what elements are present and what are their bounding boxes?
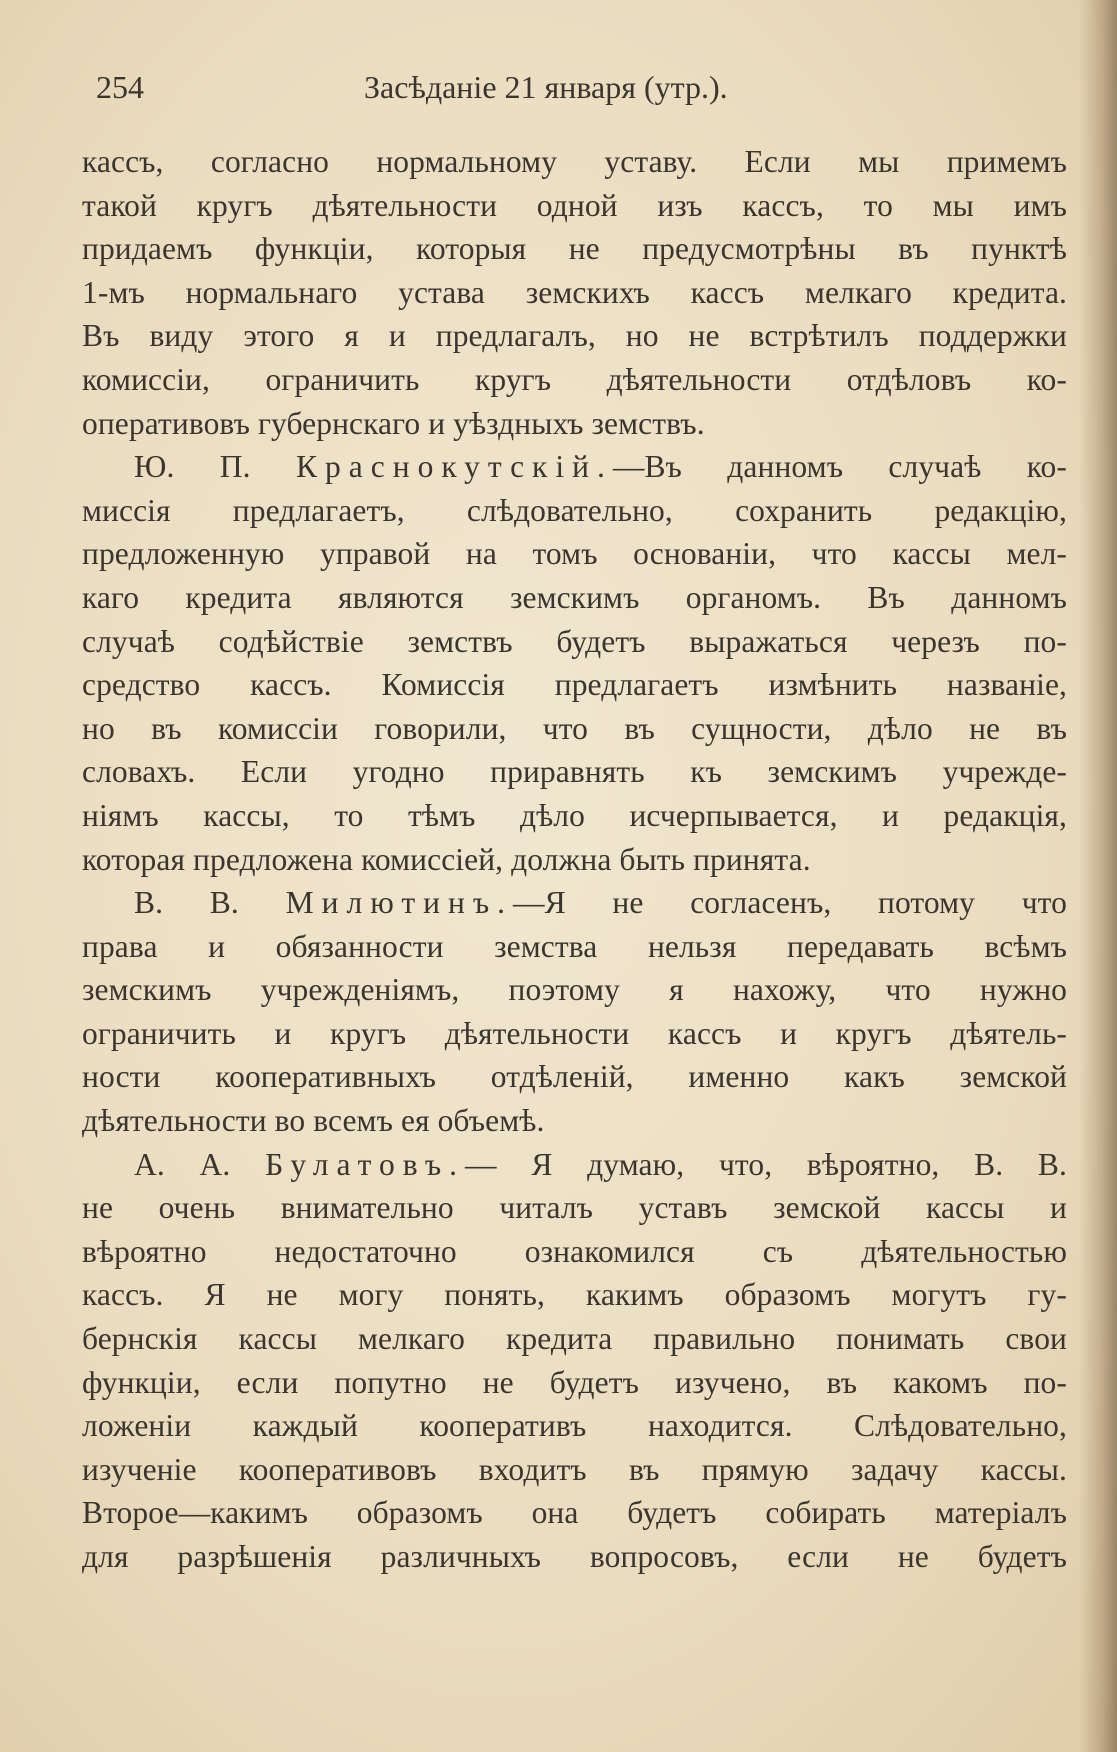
speaker-initials: А. А. xyxy=(134,1146,231,1182)
text-line: земскимъ учрежденіямъ, поэтому я нахожу, что нужно xyxy=(82,972,1067,1008)
text-line: ложеніи каждый кооперативъ находится. Слѣдовательно, xyxy=(82,1408,1067,1444)
speaker-initials: Ю. П. xyxy=(134,449,251,485)
running-title: Засѣданіе 21 января (утр.). xyxy=(364,69,728,105)
speaker-name: Милютинъ. xyxy=(285,885,513,921)
paragraph-2 xyxy=(82,445,1067,881)
text-line: средство кассъ. Комиссія предлагаетъ измѣнить названіе, xyxy=(82,667,1067,703)
text-line: придаемъ функціи, которыя не предусмотрѣны въ пунктѣ xyxy=(82,231,1067,267)
text-line: каго кредита являются земскимъ органомъ. Въ данномъ xyxy=(82,579,1067,615)
page-header xyxy=(96,62,796,112)
text-line: Въ виду этого я и предлагалъ, но не встрѣтилъ поддержки xyxy=(82,318,1067,354)
text-line: ности кооперативныхъ отдѣленій, именно какъ земской xyxy=(82,1059,1067,1095)
speaker-initials: В. В. xyxy=(134,885,239,921)
text-line: кассъ. Я не могу понять, какимъ образомъ могутъ гу- xyxy=(82,1277,1067,1313)
text-line: но въ комиссіи говорили, что въ сущности, дѣло не въ xyxy=(82,710,1067,746)
speech-start: —Въ данномъ случаѣ ко- xyxy=(612,449,1067,485)
text-line: комиссіи, ограничить кругъ дѣятельности отдѣловъ ко- xyxy=(82,361,1067,397)
text-line: права и обязанности земства нельзя передавать всѣмъ xyxy=(82,928,1067,964)
text-line: бернскія кассы мелкаго кредита правильно понимать свои xyxy=(82,1321,1067,1357)
paragraph-3 xyxy=(82,881,1067,1143)
text-line: функціи, если попутно не будетъ изучено, въ какомъ по- xyxy=(82,1364,1067,1400)
speaker-name: Краснокутскій. xyxy=(295,449,613,485)
text-line: ограничить и кругъ дѣятельности кассъ и кругъ дѣятель- xyxy=(82,1015,1067,1051)
speaker-name: Булатовъ. xyxy=(265,1146,466,1182)
text-line: случаѣ содѣйствіе земствъ будетъ выражаться черезъ по- xyxy=(82,623,1067,659)
body-text xyxy=(82,140,1067,1579)
text-line: оперативовъ губернскаго и уѣздныхъ земствъ. xyxy=(82,405,705,441)
text-line: кассъ, согласно нормальному уставу. Если мы примемъ xyxy=(82,144,1067,179)
text-line: такой кругъ дѣятельности одной изъ кассъ, то мы имъ xyxy=(82,187,1067,223)
text-line: 1-мъ нормальнаго устава земскихъ кассъ мелкаго кредита. xyxy=(82,274,1067,310)
text-line: предложенную управой на томъ основаніи, что кассы мел- xyxy=(82,536,1067,572)
speech-start: — Я думаю, что, вѣроятно, В. В. xyxy=(465,1146,1067,1182)
page-number: 254 xyxy=(96,69,144,105)
text-line: Второе—какимъ образомъ она будетъ собирать матеріалъ xyxy=(82,1495,1067,1531)
text-line: для разрѣшенія различныхъ вопросовъ, если не будетъ xyxy=(82,1539,1067,1574)
text-line: вѣроятно недостаточно ознакомился съ дѣятельностью xyxy=(82,1233,1067,1269)
speaker-line xyxy=(82,1143,1067,1187)
text-line: миссія предлагаетъ, слѣдовательно, сохранить редакцію, xyxy=(82,492,1067,528)
text-line: дѣятельности во всемъ ея объемѣ. xyxy=(82,1103,545,1139)
speaker-line xyxy=(82,881,1067,925)
speaker-line xyxy=(82,445,1067,489)
text-line: словахъ. Если угодно приравнять къ земскимъ учрежде- xyxy=(82,754,1067,790)
paragraph-1 xyxy=(82,140,1067,445)
text-line: не очень внимательно читалъ уставъ земской кассы и xyxy=(82,1190,1067,1226)
text-line: которая предложена комиссіей, должна быть принята. xyxy=(82,841,811,877)
text-line: ніямъ кассы, то тѣмъ дѣло исчерпывается, и редакція, xyxy=(82,797,1067,833)
text-line: изученіе кооперативовъ входитъ въ прямую задачу кассы. xyxy=(82,1451,1067,1487)
paragraph-4 xyxy=(82,1143,1067,1579)
speech-start: —Я не согласенъ, потому что xyxy=(513,885,1067,921)
page-edge-shadow xyxy=(1079,0,1117,1752)
